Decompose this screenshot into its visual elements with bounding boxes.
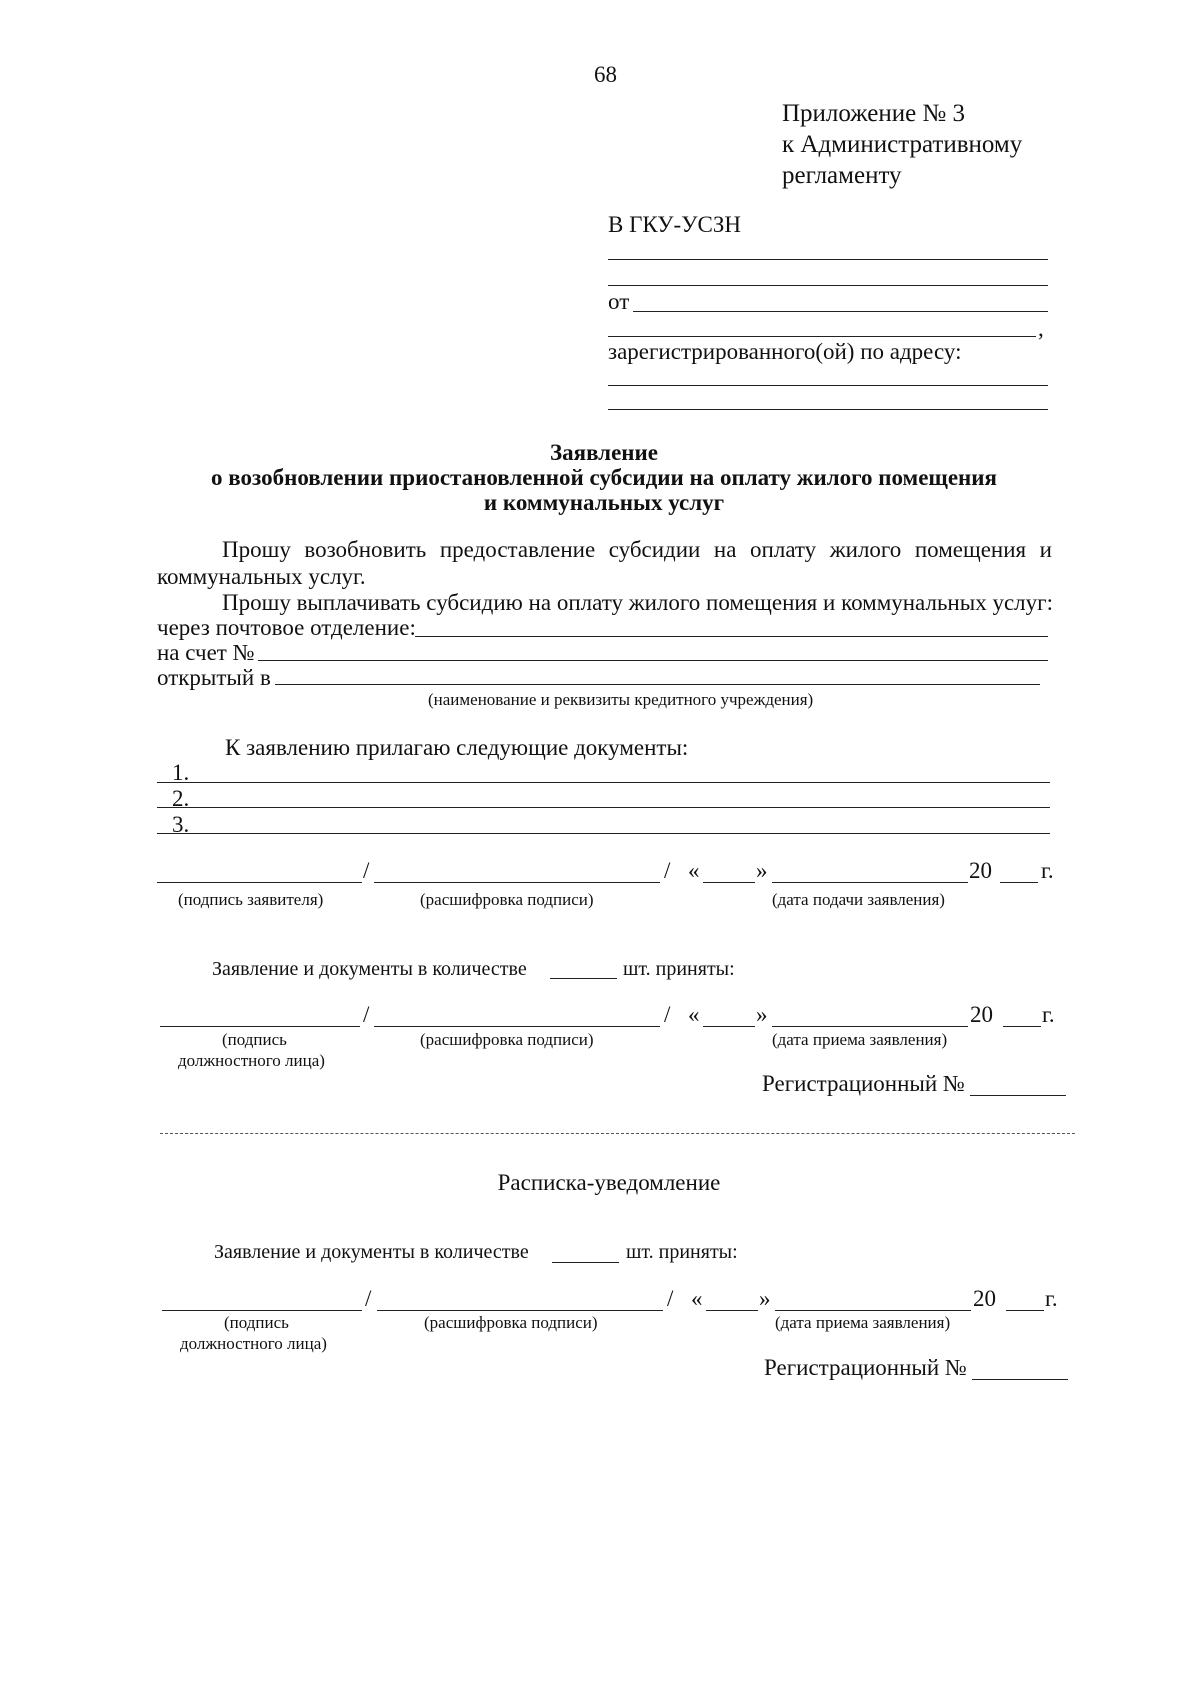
addressee-line-1[interactable] [608, 259, 1048, 260]
receipt-count-line[interactable] [552, 1262, 619, 1263]
receipt-caption-date: (дата приема заявления) [775, 1313, 951, 1332]
appendix-line-3: регламенту [782, 162, 902, 189]
slash-1: / [363, 858, 370, 883]
receipt-decode-line[interactable] [377, 1310, 663, 1311]
address-line-2[interactable] [608, 409, 1048, 410]
slash-2: / [664, 858, 671, 883]
applicant-signature-line[interactable] [157, 882, 362, 883]
title-line-1: Заявление [549, 440, 659, 465]
doc-item-1-line[interactable] [157, 782, 1050, 783]
day-line-2[interactable] [703, 1026, 755, 1027]
accepted-count-line[interactable] [550, 978, 617, 979]
registration-number-label: Регистрационный № [762, 1071, 965, 1096]
quote-close-3: » [759, 1286, 771, 1311]
day-line-3[interactable] [706, 1310, 758, 1311]
paragraph-2: Прошу выплачивать субсидию на оплату жилого помещения и коммунальных услуг: [222, 590, 1053, 615]
caption-accept-date: (дата приема заявления) [772, 1030, 948, 1049]
official-signature-line[interactable] [160, 1026, 360, 1027]
account-label: на счет № [157, 640, 255, 665]
from-comma: , [1038, 316, 1044, 341]
month-line-3[interactable] [775, 1310, 971, 1311]
from-label: от [608, 289, 630, 314]
slash-5: / [365, 1286, 372, 1311]
slash-4: / [664, 1002, 671, 1027]
doc-item-1-number: 1. [172, 760, 190, 785]
receipt-caption-decode: (расшифровка подписи) [424, 1313, 598, 1332]
quote-open-3: « [691, 1286, 703, 1311]
caption-official-decode: (расшифровка подписи) [420, 1030, 594, 1049]
year-prefix-2: 20 [970, 1002, 993, 1027]
account-line[interactable] [258, 660, 1048, 661]
caption-official-sign-1: (подпись [222, 1030, 287, 1049]
appendix-line-1: Приложение № 3 [782, 100, 966, 127]
day-line[interactable] [703, 882, 755, 883]
caption-applicant-signature: (подпись заявителя) [178, 890, 324, 909]
paragraph-1-line-1: Прошу возобновить предоставление субсидии на оплату жилого помещения и [222, 537, 1052, 562]
quote-open-2: « [688, 1002, 700, 1027]
receipt-caption-sign-1: (подпись [224, 1313, 289, 1332]
title-line-2: о возобновлении приостановленной субсидии на оплату жилого помещения [210, 465, 997, 490]
slash-3: / [363, 1002, 370, 1027]
caption-submit-date: (дата подачи заявления) [772, 890, 945, 909]
year-line-3[interactable] [1006, 1310, 1044, 1311]
caption-decode: (расшифровка подписи) [420, 890, 594, 909]
year-suffix-3: г. [1045, 1286, 1058, 1311]
addressee-line-2[interactable] [608, 285, 1048, 286]
attach-intro: К заявлению прилагаю следующие документы: [225, 735, 689, 760]
post-office-line[interactable] [415, 636, 1048, 637]
official-decode-line[interactable] [374, 1026, 660, 1027]
year-suffix-2: г. [1042, 1002, 1055, 1027]
accepted-text-after: шт. приняты: [623, 958, 735, 980]
year-line[interactable] [1000, 882, 1038, 883]
receipt-registration-number-label: Регистрационный № [764, 1355, 967, 1380]
quote-close: » [756, 858, 768, 883]
from-line-2[interactable] [608, 336, 1036, 337]
appendix-line-2: к Административному [782, 131, 1023, 158]
receipt-text-before: Заявление и документы в количестве [214, 1241, 529, 1263]
paragraph-1-line-2: коммунальных услуг. [157, 564, 366, 589]
receipt-registration-number-line[interactable] [972, 1379, 1068, 1380]
year-prefix: 20 [969, 858, 992, 883]
year-suffix: г. [1041, 858, 1054, 883]
from-line[interactable] [633, 311, 1048, 312]
bank-line[interactable] [275, 684, 1040, 685]
applicant-decode-line[interactable] [374, 882, 660, 883]
year-prefix-3: 20 [973, 1286, 996, 1311]
registration-number-line[interactable] [970, 1095, 1066, 1096]
addressee-to: В ГКУ-УСЗН [608, 212, 741, 237]
opened-in-label: открытый в [157, 665, 271, 690]
via-post-label: через почтовое отделение: [157, 615, 416, 640]
receipt-text-after: шт. приняты: [626, 1241, 738, 1263]
accepted-text-before: Заявление и документы в количестве [212, 958, 527, 980]
quote-close-2: » [756, 1002, 768, 1027]
doc-item-2-number: 2. [172, 786, 190, 811]
doc-item-3-line[interactable] [157, 833, 1050, 834]
title-line-3: и коммунальных услуг [483, 490, 725, 515]
receipt-caption-sign-2: должностного лица) [180, 1334, 327, 1353]
slash-6: / [667, 1286, 674, 1311]
receipt-signature-line[interactable] [162, 1310, 362, 1311]
receipt-title: Расписка-уведомление [497, 1170, 721, 1195]
month-line-2[interactable] [772, 1026, 968, 1027]
caption-official-sign-2: должностного лица) [178, 1051, 325, 1070]
quote-open: « [688, 858, 700, 883]
bank-caption: (наименование и реквизиты кредитного учреждения) [428, 690, 814, 709]
address-line-1[interactable] [608, 385, 1048, 386]
doc-item-3-number: 3. [172, 812, 190, 837]
page-number: 68 [594, 62, 617, 87]
cut-line [160, 1133, 1075, 1134]
doc-item-2-line[interactable] [157, 807, 1050, 808]
registered-label: зарегистрированного(ой) по адресу: [608, 339, 962, 364]
year-line-2[interactable] [1003, 1026, 1041, 1027]
month-line[interactable] [772, 882, 968, 883]
